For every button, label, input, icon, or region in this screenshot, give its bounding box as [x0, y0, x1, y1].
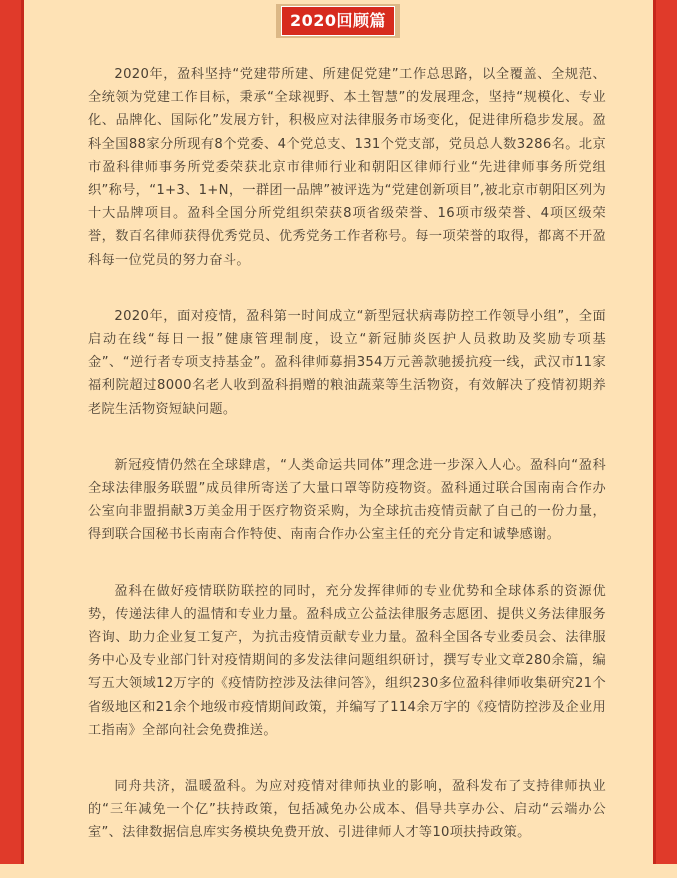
right-border	[656, 0, 677, 864]
left-border-inner	[21, 0, 24, 864]
paragraph-epidemic-response: 2020年，面对疫情，盈科第一时间成立“新型冠状病毒防控工作领导小组”，全面启动在线“每日一报”健康管理制度，设立“新冠肺炎医护人员救助及奖励专项基金”、“逆行者专项支持基金”。盈科律师募捐354万元善款驰援抗疫一线，武汉市11家福利院超过8000名老人收到盈科捐赠的粮油蔬菜等生活物资，有效解决了疫情初期养老院生活物资短缺问题。	[88, 308, 606, 417]
article-body	[88, 63, 606, 878]
section-title: 2020回顾篇	[281, 6, 395, 36]
right-border-inner	[653, 0, 656, 864]
paragraph-support-policy: 同舟共济，温暖盈科。为应对疫情对律师执业的影响，盈科发布了支持律师执业的“三年减免一个亿”扶持政策，包括减免办公成本、倡导共享办公、启动“云端办公室”、法律数据信息库实务模块免费开放、引进律师人才等10项扶持政策。	[88, 779, 606, 841]
left-border	[0, 0, 21, 864]
title-frame	[276, 4, 400, 38]
paragraph-global-aid: 新冠疫情仍然在全球肆虐，“人类命运共同体”理念进一步深入人心。盈科向“盈科全球法律服务联盟”成员律所寄送了大量口罩等防疫物资。盈科通过联合国南南合作办公室向非盟捐献3万美金用于医疗物资采购，为全球抗击疫情贡献了自己的一份力量，得到联合国秘书长南南合作特使、南南合作办公室主任的充分肯定和诚挚感谢。	[88, 457, 606, 543]
paragraph-party-building: 2020年，盈科坚持“党建带所建、所建促党建”工作总思路，以全覆盖、全规范、全统领为党建工作目标，秉承“全球视野、本土智慧”的发展理念，坚持“规模化、专业化、品牌化、国际化”发展方针，积极应对法律服务市场变化，促进律所稳步发展。盈科全国88家分所现有8个党委、4个党总支、131个党支部，党员总人数3286名。北京市盈科律师事务所党委荣获北京市律师行业和朝阳区律师行业“先进律师事务所党组织”称号，“1+3、1+N，一群团一品牌”被评选为“党建创新项目”,被北京市朝阳区列为十大品牌项目。盈科全国分所党组织荣获8项省级荣誉、16项市级荣誉、4项区级荣誉，数百名律师获得优秀党员、优秀党务工作者称号。每一项荣誉的取得，都离不开盈科每一位党员的努力奋斗。	[88, 67, 606, 268]
paragraph-professional-service: 盈科在做好疫情联防联控的同时，充分发挥律师的专业优势和全球体系的资源优势，传递法律人的温情和专业力量。盈科成立公益法律服务志愿团、提供义务法律服务咨询、助力企业复工复产，为抗击疫情贡献专业力量。盈科全国各专业委员会、法律服务中心及专业部门针对疫情期间的多发法律问题组织研讨，撰写专业文章280余篇，编写五大领域12万字的《疫情防控涉及法律问答》，组织230多位盈科律师收集研究21个省级地区和21余个地级市疫情期间政策，并编写了114余万字的《疫情防控涉及企业用工指南》全部向社会免费推送。	[88, 583, 606, 738]
